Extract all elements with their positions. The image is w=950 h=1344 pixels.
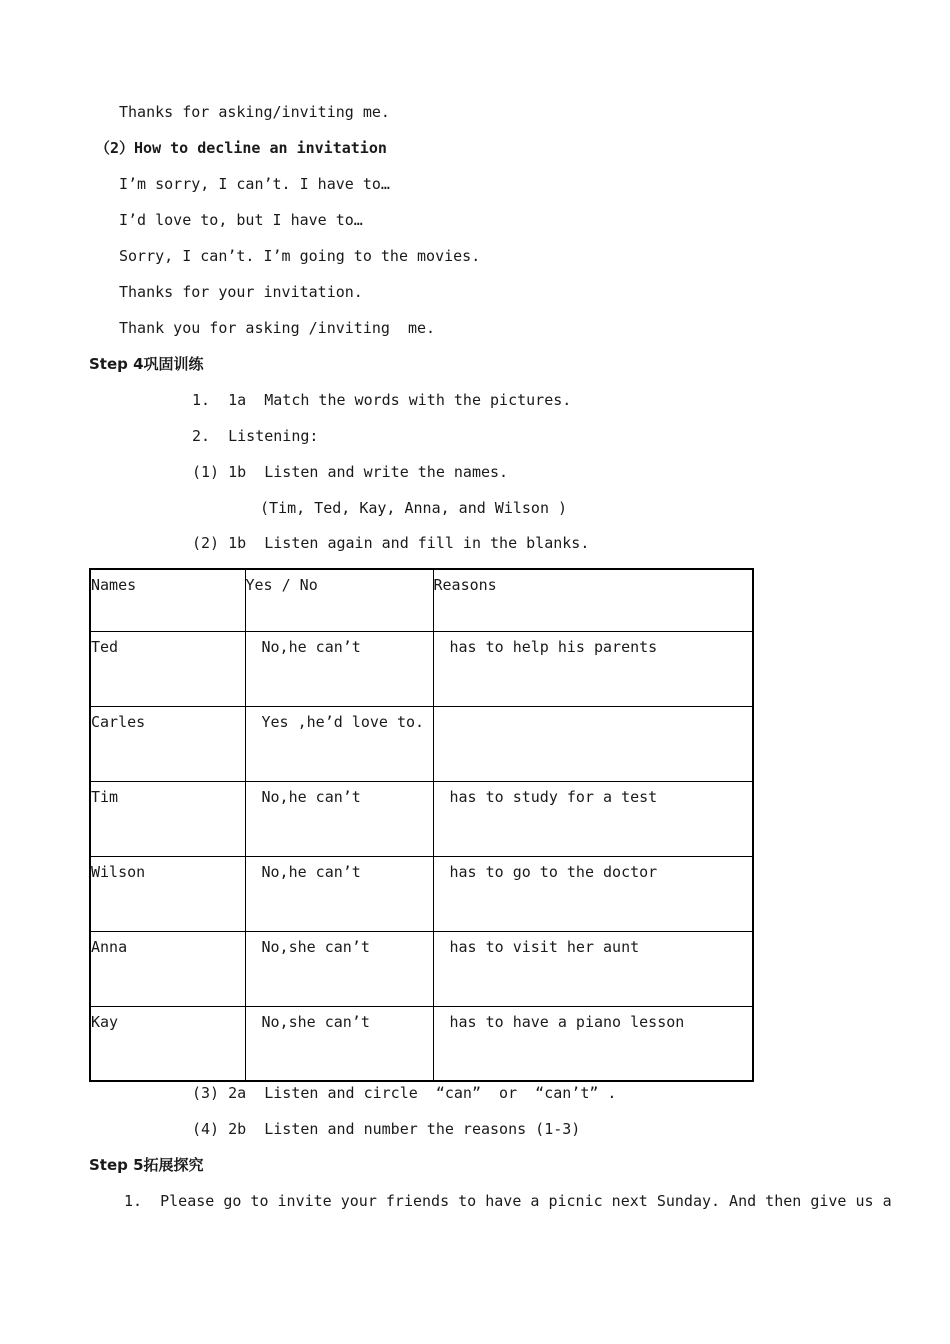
- table-cell: Kay: [90, 1006, 245, 1081]
- table-cell: Ted: [90, 631, 245, 706]
- table-cell: has to study for a test: [433, 781, 753, 856]
- table-cell: Carles: [90, 706, 245, 781]
- table-cell: No,he can’t: [245, 631, 433, 706]
- table-cell: No,he can’t: [245, 781, 433, 856]
- list-item: (4) 2b Listen and number the reasons (1-3): [192, 1120, 581, 1138]
- text-line: Thanks for your invitation.: [119, 283, 363, 301]
- list-item: 1. Please go to invite your friends to have a picnic next Sunday. And then give us a: [124, 1192, 892, 1210]
- text-line: Thanks for asking/inviting me.: [119, 103, 390, 121]
- list-item: 1. 1a Match the words with the pictures.: [192, 391, 572, 409]
- table-row: [90, 631, 753, 706]
- table-cell: No,she can’t: [245, 1006, 433, 1081]
- list-item: (2) 1b Listen again and fill in the blanks.: [192, 534, 590, 552]
- table-header-cell: Yes / No: [245, 569, 433, 631]
- table-cell: has to go to the doctor: [433, 856, 753, 931]
- section-heading: （2）How to decline an invitation: [95, 139, 387, 157]
- table-cell: Yes ,he’d love to.: [245, 706, 433, 781]
- table-cell: [433, 706, 753, 781]
- reasons-table: [89, 568, 754, 1082]
- list-item: (Tim, Ted, Kay, Anna, and Wilson ): [260, 499, 568, 517]
- table-row: [90, 1006, 753, 1081]
- text-line: Sorry, I can’t. I’m going to the movies.: [119, 247, 481, 265]
- table-cell: Wilson: [90, 856, 245, 931]
- table-cell: has to help his parents: [433, 631, 753, 706]
- table-cell: has to have a piano lesson: [433, 1006, 753, 1081]
- step-5-heading: Step 5拓展探究: [89, 1156, 204, 1174]
- table-cell: No,he can’t: [245, 856, 433, 931]
- list-item: (3) 2a Listen and circle “can” or “can’t” .: [192, 1084, 617, 1102]
- table-header-cell: Reasons: [433, 569, 753, 631]
- table-cell: has to visit her aunt: [433, 931, 753, 1006]
- table-row: [90, 781, 753, 856]
- table-cell: Anna: [90, 931, 245, 1006]
- step-4-heading: Step 4巩固训练: [89, 355, 204, 373]
- table-row: [90, 856, 753, 931]
- text-line: I’m sorry, I can’t. I have to…: [119, 175, 390, 193]
- table-cell: Tim: [90, 781, 245, 856]
- table-header-row: [90, 569, 753, 631]
- table-cell: No,she can’t: [245, 931, 433, 1006]
- text-line: I’d love to, but I have to…: [119, 211, 363, 229]
- list-item: (1) 1b Listen and write the names.: [192, 463, 509, 481]
- table-header-cell: Names: [90, 569, 245, 631]
- list-item: 2. Listening:: [192, 427, 319, 445]
- text-line: Thank you for asking /inviting me.: [119, 319, 436, 337]
- table-row: [90, 706, 753, 781]
- table-row: [90, 931, 753, 1006]
